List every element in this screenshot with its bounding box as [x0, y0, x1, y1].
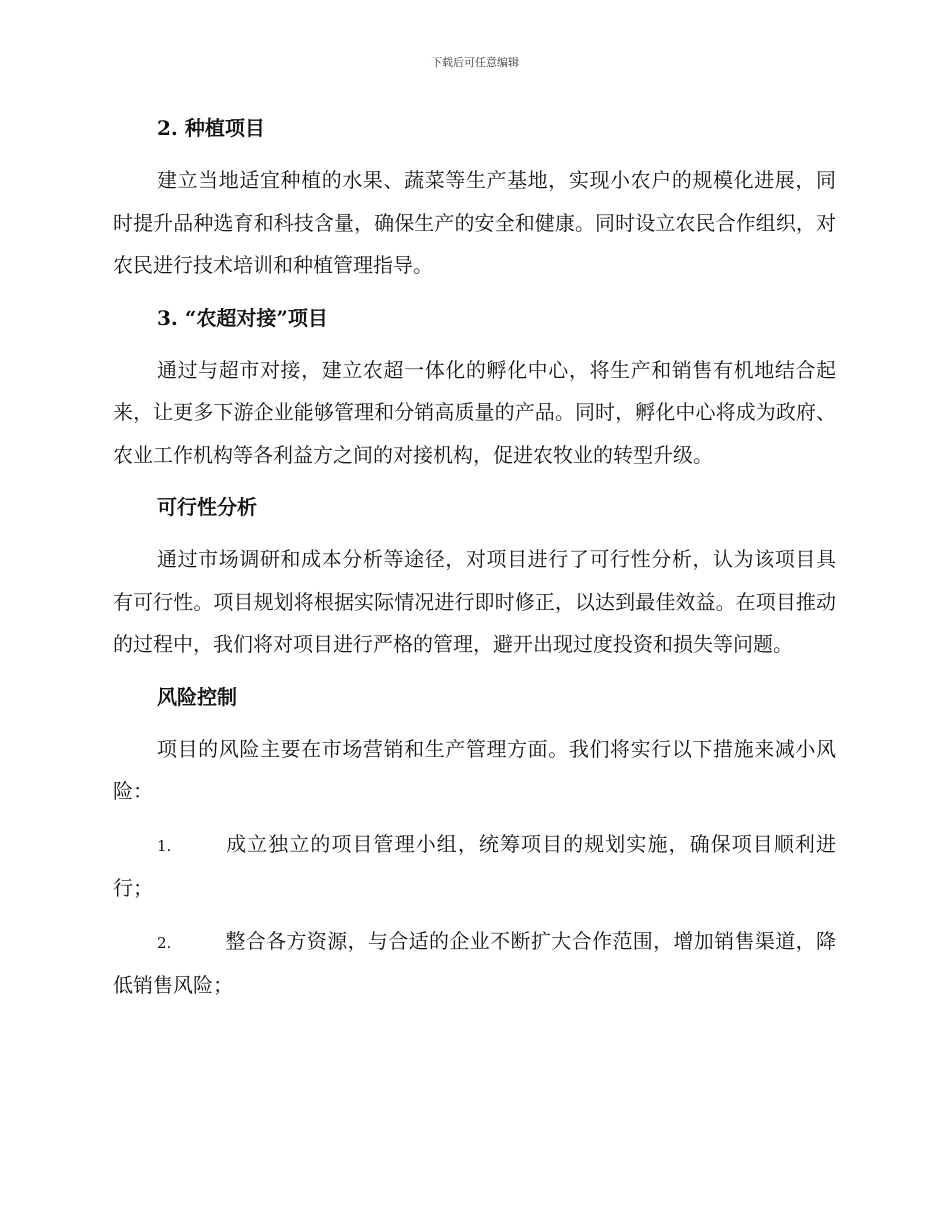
list-item-risk-measure	[113, 823, 836, 910]
list-item-text: 成立独立的项目管理小组，统筹项目的规划实施，确保项目顺利进行；	[113, 831, 836, 900]
section-heading-farm-supermarket: 3. “农超对接”项目	[157, 305, 328, 330]
paragraph-feasibility: 通过市场调研和成本分析等途径，对项目进行了可行性分析，认为该项目具有可行性。项目规划将根据实际情况进行即时修正，以达到最佳效益。在项目推动的过程中，我们将对项目进行严格的管理，避开出现过度投资和损失等问题。	[113, 547, 836, 656]
section-heading-risk: 风险控制	[157, 684, 237, 709]
paragraph-risk: 项目的风险主要在市场营销和生产管理方面。我们将实行以下措施来减小风险：	[113, 736, 836, 803]
paragraph-farm-supermarket: 通过与超市对接，建立农超一体化的孵化中心，将生产和销售有机地结合起来，让更多下游企业能够管理和分销高质量的产品。同时，孵化中心将成为政府、农业工作机构等各利益方之间的对接机构，促进农牧业的转型升级。	[113, 357, 836, 467]
paragraph-planting: 建立当地适宜种植的水果、蔬菜等生产基地，实现小农户的规模化进展，同时提升品种选育和科技含量，确保生产的安全和健康。同时设立农民合作组织，对农民进行技术培训和种植管理指导。	[113, 168, 836, 277]
list-item-number: 1.	[157, 836, 172, 855]
list-item-text: 整合各方资源，与合适的企业不断扩大合作范围，增加销售渠道，降低销售风险；	[113, 928, 836, 997]
list-item-risk-measure	[113, 920, 836, 1007]
section-heading-feasibility: 可行性分析	[157, 495, 257, 519]
section-heading-planting: 2. 种植项目	[157, 116, 265, 140]
page-header: 下载后可任意编辑	[431, 56, 519, 69]
list-item-number: 2.	[157, 933, 172, 952]
document-body	[113, 107, 836, 1017]
